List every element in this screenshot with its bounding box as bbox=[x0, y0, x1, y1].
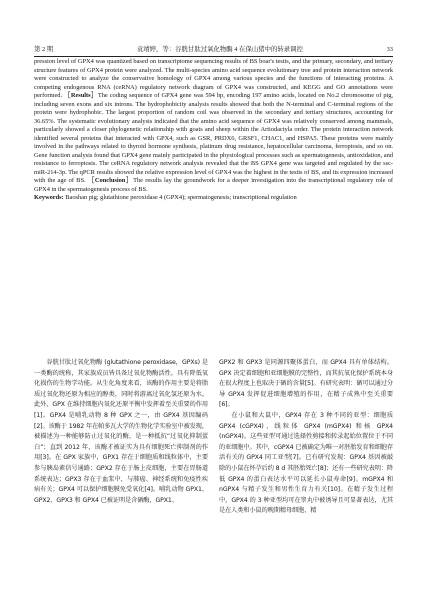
header-rule bbox=[34, 56, 393, 57]
results-label: ［Results］ bbox=[64, 92, 98, 99]
keywords-text: Baoshan pig; glutathione peroxidase 4 (GPX4); spermatogenesis; transcriptional regulation bbox=[65, 194, 297, 201]
body-columns bbox=[34, 358, 393, 580]
keywords-label: Keywords: bbox=[34, 194, 64, 201]
abstract-text bbox=[34, 58, 393, 194]
left-column bbox=[34, 358, 208, 580]
page-number: 33 bbox=[386, 46, 393, 53]
intro-paragraph-2: GPX2 和 GPX3 是同源四聚体蛋白，而 GPX4 具有单体结构。GPX 决定着细胞和亚细胞膜的完整性，而其抗氧化保护系统本身在很大程度上也取决于硒的含量[5]。有研究表明：硒可以通过分导 GPX4 发挥促进细胞增殖的作用，在精子成熟中至关重要[6]。 bbox=[219, 359, 393, 409]
right-column bbox=[219, 358, 393, 580]
conclusion-text: The results lay the groundwork for a deeper investigation into the transcriptional regulatory role of GPX4 in the spermatogenesis process of BS. bbox=[34, 177, 393, 193]
english-abstract bbox=[34, 58, 393, 203]
running-header bbox=[34, 40, 393, 54]
conclusion-label: ［Conclusion］ bbox=[87, 177, 134, 184]
intro-paragraph-3: 在小鼠和大鼠中，GPX4 存在 3 种不同的亚型：细胞质 GPX4 (cGPX4)、线粒体 GPX4 (mGPX4) 和核 GPX4 (nGPX4)。这些亚型可通过选择性剪接和转录起始位置位于不同的亚细胞中。其中，cGPX4 已被确定为唯一对胚胎发育和细胞存活有关的 GPX4 同工亚型[7]。已有研究发现：GPX4 基因被敲除的小鼠在怀孕后约 8 d 其胚胎死亡[8]；还有一些研究表明：降低 GPX4 的蛋白表达水平可以延长小鼠寿命[9]。mGPX4 和 nGPX4 与精子发生和男性生育力有关[10]。在精子发生过程中，GPX4 的 3 种亚型均可在睾丸中被诱导且可显著表达，尤其是在人类和小鼠的晚期精母细胞、精 bbox=[219, 411, 393, 515]
issue-number: 第 2 期 bbox=[34, 46, 54, 53]
intro-paragraph-1: 谷胱甘肽过氧化物酶 (glutathione peroxidase，GPXs) 是一类酶的统称，其家族成员皆具备过氧化物酶活性，具有降低氧化损伤的生物学功能。从生化角度来看，该酶的作用主要是将脂质过氧化物还原为相应的醇类，同时将游离过氧化氢还原为水。此外，GPX 在维持细胞内氧化还原平衡中发挥着至关重要的作用[1]。GPX4 是哺乳动物 8 种 GPX 之一，由 GPX4 基因编码[2]。该酶于 1982 年在帕多瓦大学的生物化学实验室中被发现，被描述为一种能够防止过氧化的酶，是一种抵抗“过氧化抑制蛋白”；直到 2012 年，该酶才被证实为具有细胞死亡抑制剂的作用[3]。在 GPX 家族中，GPX1 存在于细胞质和线粒体中，主要参与胰岛素信号通路；GPX2 存在于肠上皮细胞，主要在胃肠道系统表达；GPX3 存在于血浆中，与肺癌、神经系统和免疫性疾病有关；GPX4 可以保护细胞膜免受氧化[4]。哺乳动物 GPX1、GPX2、GPX3 和 GPX4 已被证明是含硒酶，GPX1、 bbox=[34, 359, 208, 504]
results-text: The coding sequence of GPX4 gene was 594 bp, encoding 197 amino acids, located on No.2 chromosome of pig, including seven exons and six introns. The hydrophobicity analysis results showed that both the N-terminal and C-terminal regions of the protein were hydrophobic. The largest proportion of random coil was observed in the secondary and tertiary structures, accounting for 36.65%. The systematic evolutionary analysis indicated that the amino acid sequence of GPX4 was relatively conserved among mammals, particularly showed a closer phylogenetic relationship with goats and sheep within the Artiodactyla order. The protein interaction network identified several proteins that interacted with GPX4, such as GSR, PRDX6, GRSF1, CHAC1, and HSPA5. These proteins were mainly involved in the pathways related to thyroid hormone synthesis, platinum drug resistance, hepatocellular carcinoma, ferroptosis, and so on. Gene function analysis found that GPX4 gene mainly participated in the physiological processes such as spermatogenesis, antioxidation, and resistance to ferroptosis. The ceRNA regulatory network analysis revealed that the BS GPX4 gene was targeted and regulated by the ssc-miR-214-3p. The qPCR results showed the relative expression level of GPX4 was the highest in the testis of BS, and its expression increased with the age of BS. bbox=[34, 92, 393, 184]
running-title: 袁靖婷，等：谷胱甘肽过氧化物酶 4 在保山猪中的转录调控 bbox=[136, 46, 303, 53]
abstract-methods-text: pression level of GPX4 was quantized based on transcriptome sequencing results of BS boar's testis, and the primary, secondary, and tertiary structure features of GPX4 protein were analyzed. The multi-species amino acid sequence evolutionary tree and protein interaction network were constructed to analyze the conservative homology of GPX4 among various species and the functions of interacting proteins. A competing endogenous RNA (ceRNA) regulatory network diagram of GPX4 was constructed, and KEGG and GO annotations were performed. bbox=[34, 58, 393, 99]
keywords bbox=[34, 194, 393, 203]
